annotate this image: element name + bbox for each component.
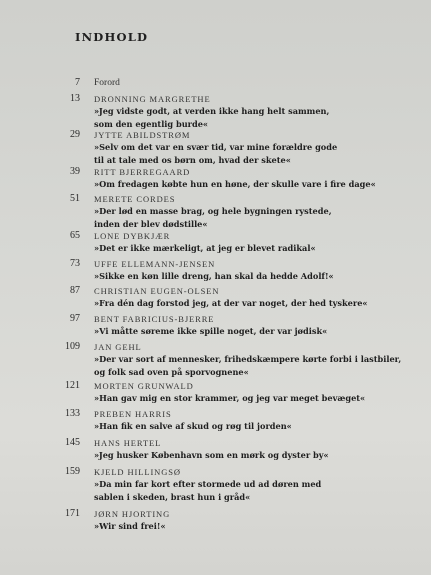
entry-quote: »Da min far kort efter stormede ud ad døren med sablen i skeden, brast hun i gråd« — [94, 479, 322, 502]
entry-quote: »Wir sind frei!« — [94, 521, 166, 531]
entry-quote: »Det er ikke mærkeligt, at jeg er blevet radikal« — [94, 243, 316, 253]
entry-quote: »Om fredagen købte hun en høne, der skulle vare i fire dage« — [94, 179, 376, 189]
page-number: 133 — [65, 408, 80, 419]
page-number: 7 — [75, 77, 80, 88]
page-number: 97 — [70, 313, 80, 324]
entry-name: UFFE ELLEMANN-JENSEN — [94, 259, 216, 269]
entry-name: JYTTE ABILDSTRØM — [94, 130, 191, 140]
entry-quote: »Der var sort af mennesker, frihedskæmpere kørte forbi i lastbiler, og folk sad oven på sporvognene« — [94, 354, 402, 377]
page-number: 29 — [70, 129, 80, 140]
page-number: 87 — [70, 285, 80, 296]
entry-name: JØRN HJORTING — [94, 509, 171, 519]
entry-quote: »Fra dén dag forstod jeg, at der var noget, der hed tyskere« — [94, 298, 368, 308]
entry-name: HANS HERTEL — [94, 438, 162, 448]
entry-quote: »Sikke en køn lille dreng, han skal da hedde Adolf!« — [94, 271, 334, 281]
page-number: 13 — [70, 93, 80, 104]
page-title: INDHOLD — [75, 30, 149, 44]
entry-name: KJELD HILLINGSØ — [94, 467, 181, 477]
page-number: 109 — [65, 341, 80, 352]
entry-quote: »Der lød en masse brag, og hele bygningen rystede, inden der blev dødstille« — [94, 206, 332, 229]
entry-name: CHRISTIAN EUGEN-OLSEN — [94, 286, 220, 296]
entry-title: Forord — [94, 78, 120, 88]
entry-name: MERETE CORDES — [94, 194, 176, 204]
page-number: 159 — [65, 466, 80, 477]
entry-name: BENT FABRICIUS-BJERRE — [94, 314, 215, 324]
entry-quote: »Han fik en salve af skud og røg til jorden« — [94, 421, 292, 431]
page-number: 171 — [65, 508, 80, 519]
page-number: 121 — [65, 380, 80, 391]
page-number: 73 — [70, 258, 80, 269]
entry-quote: »Jeg husker København som en mørk og dyster by« — [94, 450, 329, 460]
entry-name: LONE DYBKJÆR — [94, 231, 171, 241]
page-number: 51 — [70, 193, 80, 204]
entry-quote: »Selv om det var en svær tid, var mine forældre gode til at tale med os børn om, hvad der skete« — [94, 142, 338, 165]
page-number: 145 — [65, 437, 80, 448]
page-number: 39 — [70, 166, 80, 177]
entry-name: DRONNING MARGRETHE — [94, 94, 211, 104]
entry-name: MORTEN GRUNWALD — [94, 381, 194, 391]
entry-quote: »Han gav mig en stor krammer, og jeg var meget bevæget« — [94, 393, 366, 403]
entry-name: JAN GEHL — [94, 342, 142, 352]
entry-name: PREBEN HARRIS — [94, 409, 172, 419]
page-number: 65 — [70, 230, 80, 241]
entry-quote: »Jeg vidste godt, at verden ikke hang helt sammen, som den egentlig burde« — [94, 106, 330, 129]
entry-quote: »Vi måtte søreme ikke spille noget, der var jødisk« — [94, 326, 328, 336]
entry-name: RITT BJERREGAARD — [94, 167, 191, 177]
